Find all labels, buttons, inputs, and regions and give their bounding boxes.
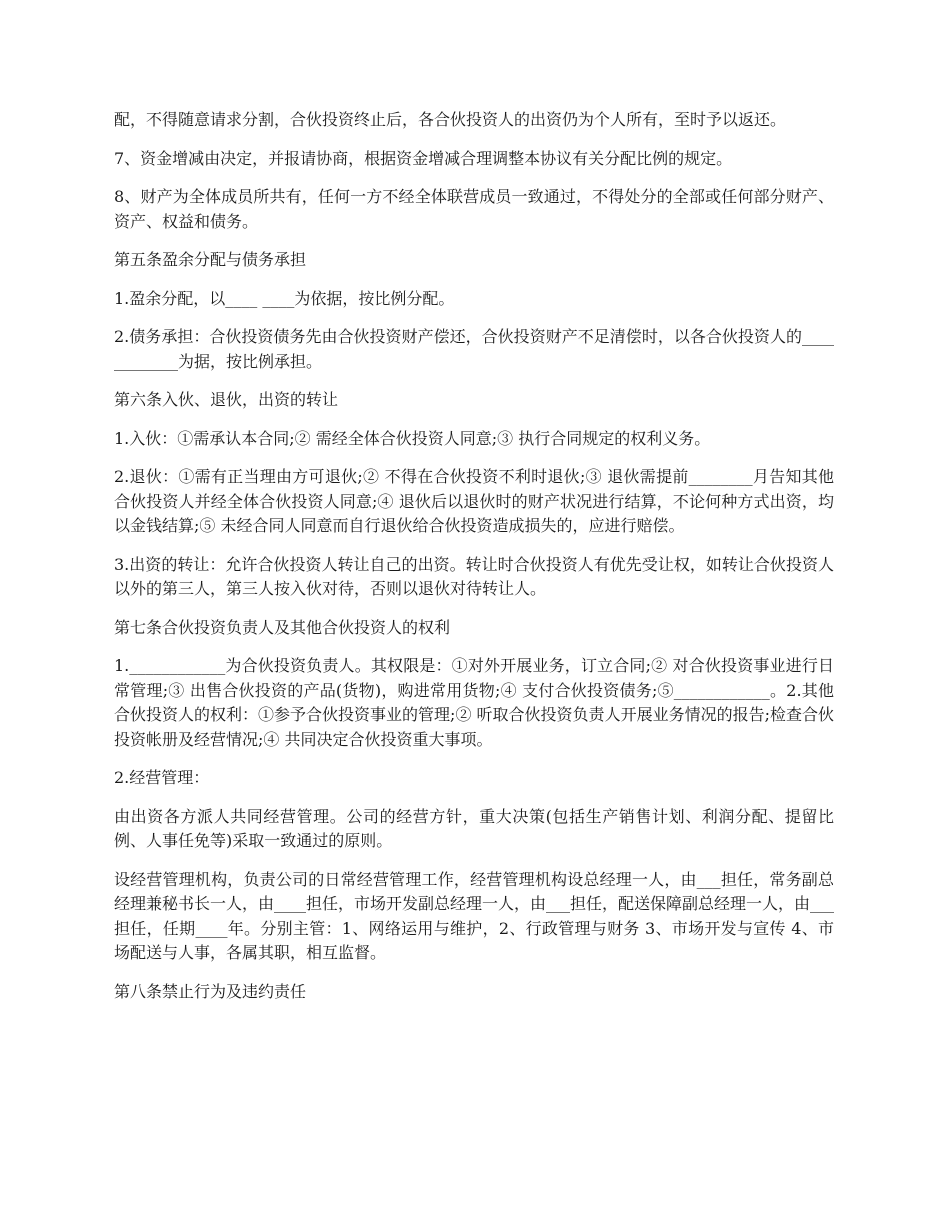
paragraph-joining: 1.入伙：①需承认本合同;② 需经全体合伙投资人同意;③ 执行合同规定的权利义务。 xyxy=(114,428,711,448)
paragraph-clause-8: 8、财产为全体成员所共有，任何一方不经全体联营成员一致通过，不得处分的全部或任何部分财产、资产、权益和债务。 xyxy=(114,187,834,231)
paragraph-withdrawal: 2.退伙：①需有正当理由方可退伙;② 不得在合伙投资不利时退伙;③ 退伙需提前________月告知其他合伙投资人并经全体合伙投资人同意;④ 退伙后以退伙时的财产状况进行结算，不论何种方式出资，均以金钱结算;⑤ 未经合同人同意而自行退伙给合伙投资造成损失的，应进行赔偿。 xyxy=(114,467,834,535)
paragraph-joint-management: 由出资各方派人共同经营管理。公司的经营方针，重大决策(包括生产销售计划、利润分配、提留比例、人事任免等)采取一致通过的原则。 xyxy=(114,806,834,850)
paragraph-capital-return: 配，不得随意请求分割，合伙投资终止后，各合伙投资人的出资仍为个人所有，至时予以返还。 xyxy=(114,110,787,129)
paragraph-capital-transfer: 3.出资的转让：允许合伙投资人转让自己的出资。转让时合伙投资人有优先受让权，如转让合伙投资人以外的第三人，第三人按入伙对待，否则以退伙对待转让人。 xyxy=(114,554,834,598)
paragraph-debt-bearing: 2.债务承担：合伙投资债务先由合伙投资财产偿还，合伙投资财产不足清偿时，以各合伙投资人的____________为据，按比例承担。 xyxy=(114,327,834,371)
section-heading-5: 第五条盈余分配与债务承担 xyxy=(114,250,307,269)
paragraph-management-structure: 设经营管理机构，负责公司的日常经营管理工作，经营管理机构设总经理一人，由___担任，常务副总经理兼秘书长一人，由____担任，市场开发副总经理一人，由___担任，配送保障副总经理一人，由___担任，任期____年。分别主管：1、网络运用与维护，2、行政管理与财务 3、市场开发与宣传 4、市场配送与人事，各属其职，相互监督。 xyxy=(114,869,835,962)
section-heading-8: 第八条禁止行为及违约责任 xyxy=(114,981,307,1001)
paragraph-operation-management-title: 2.经营管理： xyxy=(114,768,210,787)
paragraph-manager-rights: 1.____________为合伙投资负责人。其权限是：①对外开展业务，订立合同;② 对合伙投资事业进行日常管理;③ 出售合伙投资的产品(货物)，购进常用货物;④ 支付合伙投资债务;⑤____________。2.其他合伙投资人的权利：①参予合伙投资事业的管理;② 听取合伙投资负责人开展业务情况的报告;检查合伙投资帐册及经营情况;④ 共同决定合伙投资重大事项。 xyxy=(114,656,834,749)
section-heading-6: 第六条入伙、退伙，出资的转让 xyxy=(114,390,339,409)
document-body xyxy=(114,108,834,1018)
paragraph-clause-7: 7、资金增减由决定，并报请协商，根据资金增减合理调整本协议有关分配比例的规定。 xyxy=(114,148,733,168)
paragraph-profit-distribution: 1.盈余分配，以____ ____为依据，按比例分配。 xyxy=(114,288,455,308)
section-heading-7: 第七条合伙投资负责人及其他合伙投资人的权利 xyxy=(114,617,451,637)
